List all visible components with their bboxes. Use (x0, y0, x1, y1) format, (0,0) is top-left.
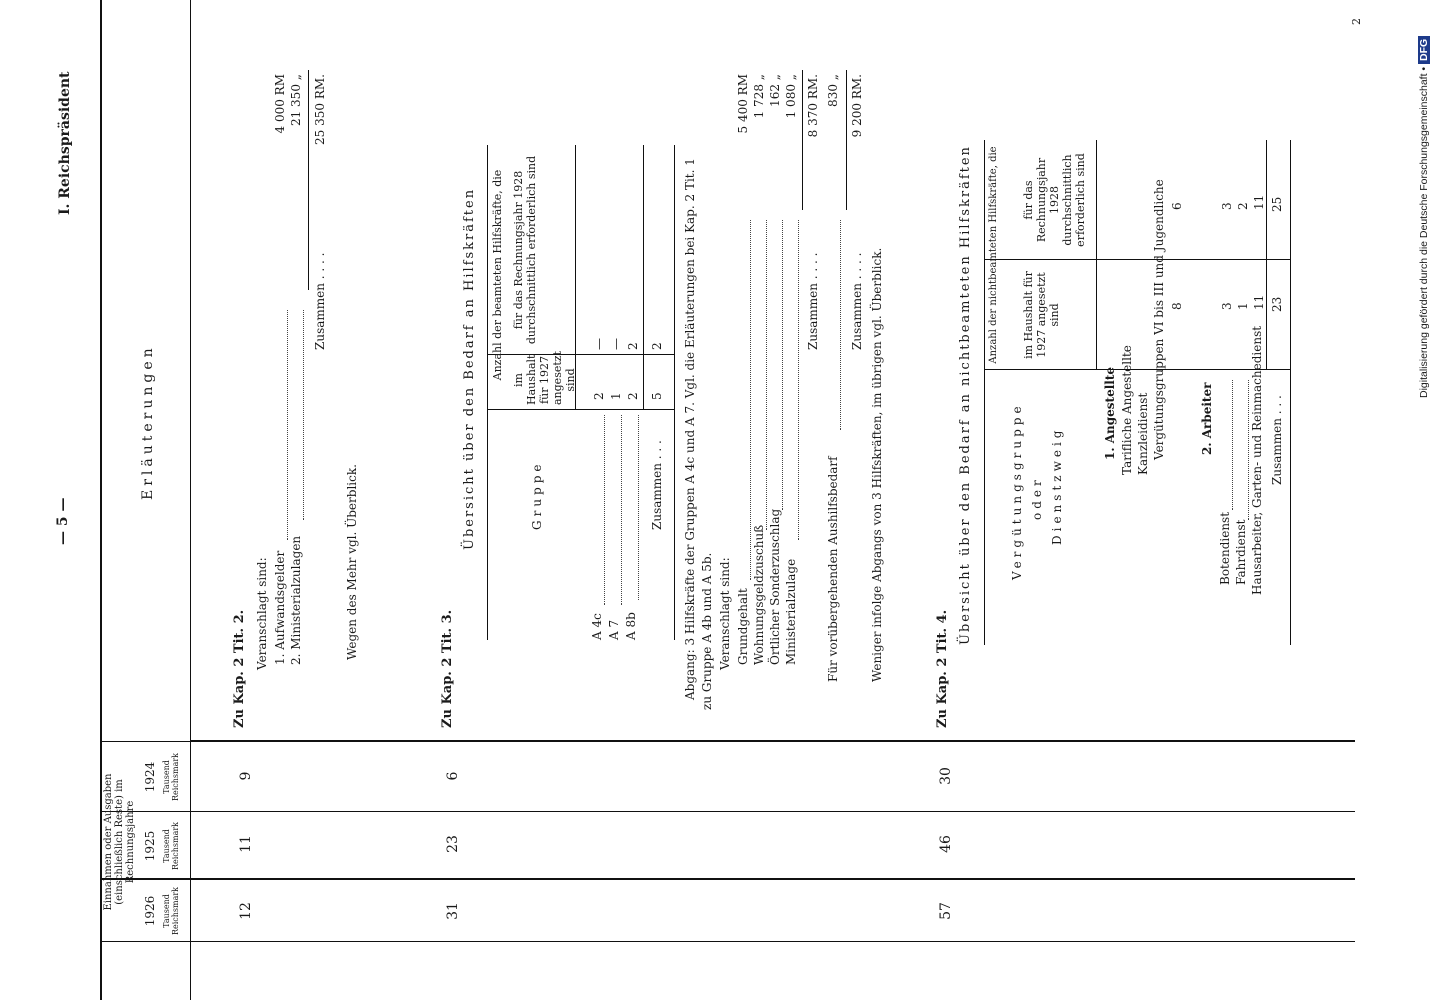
s1-note: Wegen des Mehr vgl. Überblick. (345, 464, 359, 660)
s2-total-1928: 2 (650, 342, 664, 350)
s2-table-title: Übersicht über den Bedarf an Hilfskräften (462, 187, 477, 550)
s2-row1-1927: 2 (592, 392, 606, 400)
s1-item2-amount: 21 350 „ (289, 74, 303, 127)
s3-col-group-2: oder (1030, 476, 1044, 520)
s2-aux-label: Für vorübergehenden Aushilfsbedarf (826, 456, 840, 682)
value-1924-row1: 9 (238, 771, 254, 781)
s3-table-bottom (1290, 140, 1291, 645)
value-1924-row3: 30 (938, 767, 954, 785)
unit-1925: Tausend Reichsmark (162, 821, 180, 871)
s2-row3-group: A 8b (624, 612, 638, 640)
s2-grand-label: Zusammen . . . . (850, 252, 864, 350)
s3-table-title: Übersicht über den Bedarf an nichtbeamteten Hilfskräften (958, 145, 973, 645)
section-title: I. Reichspräsident (57, 71, 73, 215)
s2-col-group: Gruppe (530, 460, 544, 530)
s3-total-1927: 23 (1270, 296, 1284, 312)
s3-col-1927: im Haushalt für 1927 angesetzt sind (1022, 271, 1061, 359)
s2-sub-total: 8 370 RM. (806, 74, 820, 138)
s2-item1-label: Grundgehalt (736, 588, 750, 665)
s2-row2-dots (621, 415, 622, 605)
table-header-rule (190, 0, 191, 1000)
s3-mid-rule (984, 259, 1290, 260)
s2-item4-amount: 1 080 „ (784, 74, 798, 119)
s2-col-1928: für das Rechnungsjahr 1928 durchschnittlich erforderlich sind (512, 155, 538, 345)
dfg-credit (1418, 36, 1430, 398)
s2-item2-label: Wohnungsgeldzuschuß (752, 524, 766, 665)
s2-intro: Veranschlagt sind: (718, 557, 732, 670)
s3-cat1: 1. Angestellte (1103, 367, 1117, 460)
s3-cat1-sub1: Tarifliche Angestellte (1120, 345, 1134, 475)
s2-abgang-2: zu Gruppe A 4b und A 5b. (700, 552, 714, 710)
s1-item1-amount: 4 000 RM (273, 74, 287, 134)
s2-heading: Zu Kap. 2 Tit. 3. (440, 609, 455, 728)
s2-item3-dots (782, 220, 783, 510)
s1-heading: Zu Kap. 2 Tit. 2. (232, 609, 247, 728)
s3-cat1-1927: 8 (1170, 302, 1184, 310)
value-1926-row2: 31 (445, 902, 461, 920)
page-number: — 5 — (55, 497, 71, 545)
s3-row2-1927: 1 (1236, 302, 1250, 310)
s2-row2-1928: — (609, 338, 623, 350)
s3-col-group-3: Dienstzweig (1050, 426, 1064, 545)
s3-row3-1927: 11 (1252, 294, 1266, 310)
s3-heading: Zu Kap. 2 Tit. 4. (935, 609, 950, 728)
value-1925-row3: 46 (938, 835, 954, 853)
s3-col-group-1: Vergütungsgruppe (1010, 402, 1024, 580)
s3-row3-1928: 11 (1252, 194, 1266, 210)
s2-group-col-rule (487, 409, 674, 410)
s2-sum-rule-2 (802, 70, 803, 210)
s2-item1-amount: 5 400 RM (736, 74, 750, 134)
s3-row2-1928: 2 (1236, 202, 1250, 210)
s3-row1-1927: 3 (1220, 302, 1234, 310)
s2-sub-label: Zusammen . . . . (806, 252, 820, 350)
s2-item3-label: Örtlicher Sonderzuschlag (768, 508, 782, 665)
s1-total: 25 350 RM. (313, 74, 327, 145)
s3-header-split (1096, 140, 1097, 370)
s2-sum-rule (643, 145, 644, 410)
col-rule-1924 (190, 740, 1355, 742)
s1-intro: Veranschlagt sind: (255, 557, 269, 670)
s3-cat2: 2. Arbeiter (1200, 382, 1214, 455)
s3-row3-label: Hausarbeiter, Garten- und Reinmachedienst (1250, 325, 1264, 595)
value-1925-row1: 11 (238, 835, 254, 853)
s3-total-1928: 25 (1270, 196, 1284, 212)
s2-aux-dots (840, 220, 841, 430)
s3-row1-dots (1232, 380, 1233, 510)
header-main: Einnahmen oder Ausgaben (einschließlich Reste) im Rechnungsjahre (103, 773, 136, 911)
s3-row2-dots (1248, 380, 1249, 520)
s1-sum-rule (308, 70, 309, 290)
s3-table-top (984, 140, 985, 645)
year-1925: 1925 (143, 830, 157, 862)
s2-sum-rule-3 (846, 70, 847, 210)
bottom-rule-left (100, 941, 1355, 942)
s3-col-1928: für das Rechnungsjahr 1928 durchschnittlich erforderlich sind (1022, 153, 1087, 247)
s2-row1-dots (604, 415, 605, 605)
year-1924: 1924 (143, 761, 157, 793)
table-top-rule (100, 0, 102, 1000)
value-1926-row1: 12 (238, 902, 254, 920)
s2-col-super: Anzahl der beamteten Hilfskräfte, die (491, 169, 504, 381)
s2-row3-1927: 2 (626, 392, 640, 400)
s1-total-label: Zusammen . . . . (313, 252, 327, 350)
s2-item4-dots (798, 220, 799, 540)
s2-grand-total: 9 200 RM. (850, 74, 864, 138)
s2-table-bottom (674, 145, 675, 640)
s2-item1-dots (750, 220, 751, 580)
s2-abgang-1: Abgang: 3 Hilfskräfte der Gruppen A 4c und A 7. Vgl. die Erläuterungen bei Kap. 2 Tit. 1 (683, 158, 697, 700)
dfg-credit-text: Digitalisierung gefördert durch die Deutsche Forschungsgemeinschaft • (1418, 66, 1430, 398)
s1-dots2 (303, 310, 304, 520)
s2-total-label: Zusammen . . . (650, 440, 664, 530)
s3-cat1-1928: 6 (1170, 202, 1184, 210)
s2-item4-label: Ministerialzulage (784, 558, 798, 665)
s3-cat1-sub2: Kanzleidienst (1136, 392, 1150, 475)
s2-row3-1928: 2 (626, 342, 640, 350)
s1-item2-label: 2. Ministerialzulagen (289, 535, 303, 665)
s3-row1-1928: 3 (1220, 202, 1234, 210)
s1-item1-label: 1. Aufwandsgelder (273, 550, 287, 665)
value-1924-row2: 6 (445, 771, 461, 781)
s3-group-col-rule (984, 369, 1290, 370)
s3-total-label: Zusammen . . . (1270, 395, 1284, 485)
s2-total-1927: 5 (650, 392, 664, 400)
erl-title: Erläuterungen (140, 344, 156, 500)
year-1926: 1926 (143, 895, 157, 927)
s2-row3-dots (638, 415, 639, 600)
value-1926-row3: 57 (938, 902, 954, 920)
col-rule-1925 (100, 811, 1355, 812)
header-col-rule (100, 741, 190, 742)
s2-col-1927: im Haushalt für 1927 angesetzt sind (512, 351, 577, 405)
s2-note: Weniger infolge Abgangs von 3 Hilfskräften, im übrigen vgl. Überblick. (870, 247, 884, 682)
dfg-logo: DFG (1418, 36, 1430, 64)
s2-aux-amount: 830 „ (826, 74, 840, 107)
unit-1924: Tausend Reichsmark (162, 752, 180, 802)
s3-row2-label: Fahrdienst (1234, 519, 1248, 585)
s2-row1-group: A 4c (590, 613, 604, 640)
s2-row2-group: A 7 (607, 619, 621, 640)
col-rule-1926 (100, 878, 1355, 880)
unit-1926: Tausend Reichsmark (162, 886, 180, 936)
s2-item2-amount: 1 728 „ (752, 74, 766, 119)
s2-row1-1928: — (592, 338, 606, 350)
s2-item3-amount: 162 „ (768, 74, 782, 107)
s2-table-top (487, 145, 488, 640)
s1-dots1 (287, 310, 288, 540)
s2-item2-dots (766, 220, 767, 530)
s3-col-super: Anzahl der nichtbeamteten Hilfskräfte, die (988, 146, 999, 364)
s3-cat1-sub3: Vergütungsgruppen VI bis III und Jugendliche (1152, 179, 1166, 460)
value-1925-row2: 23 (445, 835, 461, 853)
s3-sum-rule (1266, 140, 1267, 370)
side-number: 2 (1350, 18, 1363, 25)
s2-row2-1927: 1 (609, 392, 623, 400)
s3-row1-label: Botendienst (1218, 511, 1232, 585)
